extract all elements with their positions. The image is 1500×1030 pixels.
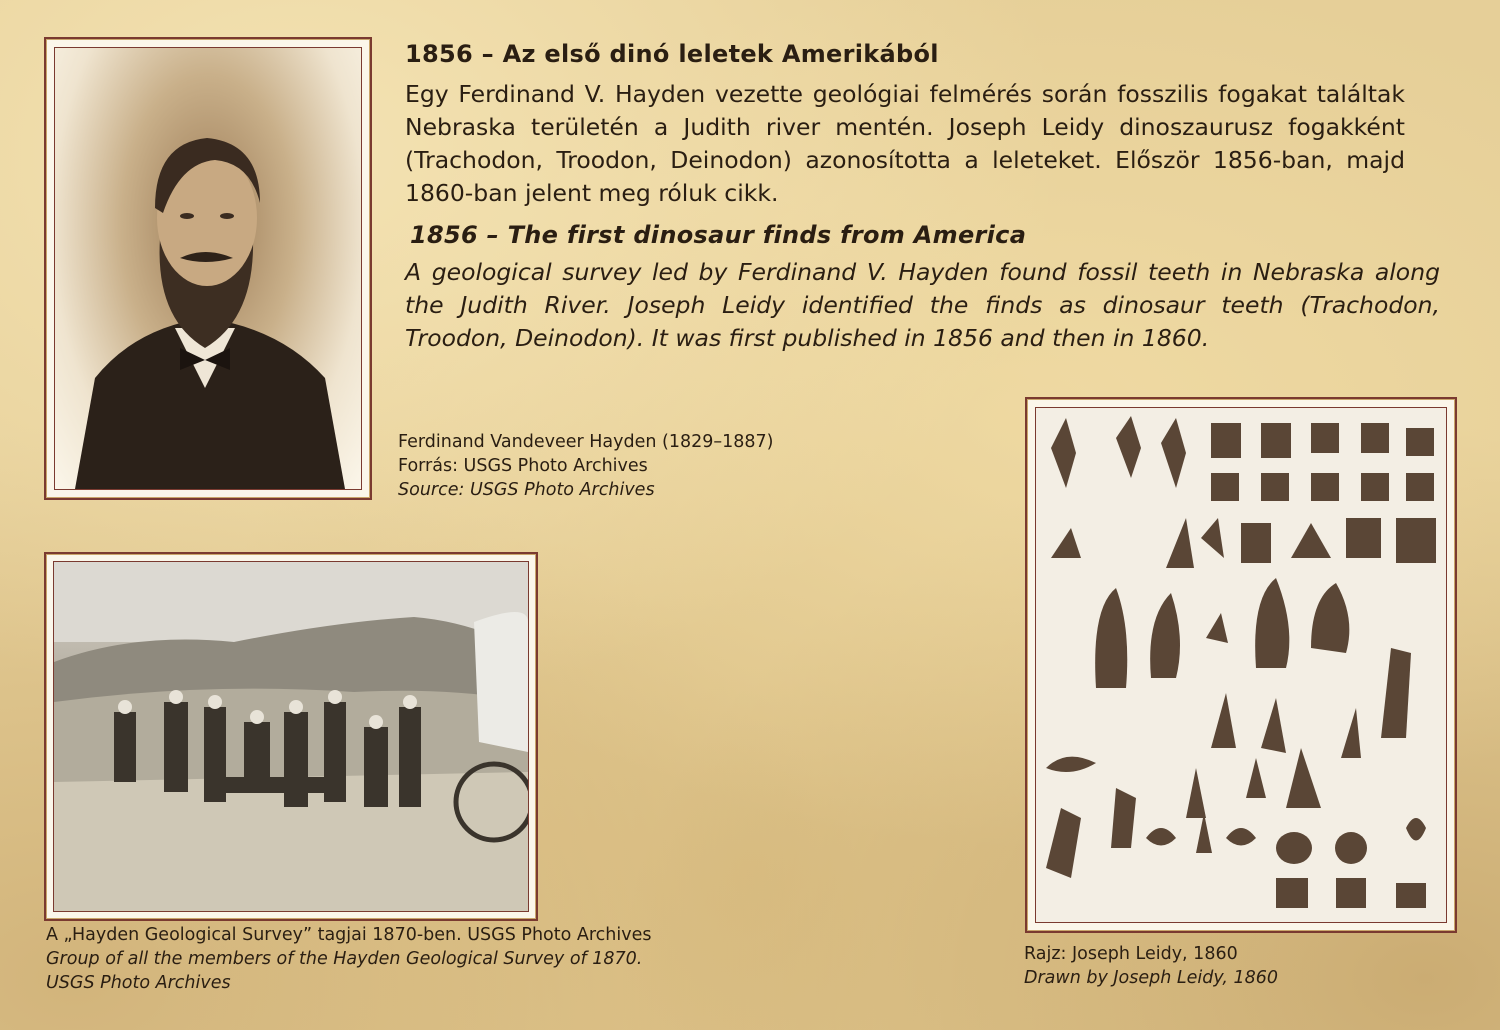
hungarian-heading: 1856 – Az első dinó leletek Amerikából [405,40,939,68]
survey-illustration [54,562,528,911]
survey-caption [46,923,651,995]
portrait-image [54,47,362,490]
teeth-illustration [1036,408,1446,922]
portrait-caption-source-en: Source: USGS Photo Archives [398,480,655,500]
portrait-illustration [55,48,361,489]
survey-caption-en: Group of all the members of the Hayden Geological Survey of 1870. [46,949,643,969]
portrait-caption-source-hu: Forrás: USGS Photo Archives [398,456,648,476]
hayden-portrait-photo [44,37,372,500]
teeth-caption-hu: Rajz: Joseph Leidy, 1860 [1024,944,1238,964]
portrait-caption [398,430,774,502]
portrait-caption-name: Ferdinand Vandeveer Hayden (1829–1887) [398,432,774,452]
survey-caption-source: USGS Photo Archives [46,973,231,993]
english-paragraph: A geological survey led by Ferdinand V. Hayden found fossil teeth in Nebraska along the Judith River. Joseph Leidy identified the finds as dinosaur teeth (Trachodon, Troodon, Deinodon). It was first published in 1856 and then in 1860. [405,258,1440,352]
hungarian-paragraph: Egy Ferdinand V. Hayden vezette geológiai felmérés során fosszilis fogakat találtak Nebraska területén a Judith river mentén. Joseph Leidy dinoszaurusz fogakként (Trachodon, Troodon, Deinodon) azonosította a leleteket. Először 1856-ban, majd 1860-ban jelent meg róluk cikk. [405,80,1405,207]
survey-group-photo [44,552,538,921]
teeth-caption-en: Drawn by Joseph Leidy, 1860 [1024,968,1279,988]
teeth-image [1035,407,1447,923]
survey-image [53,561,529,912]
teeth-caption [1024,942,1278,990]
english-heading: 1856 – The first dinosaur finds from America [410,221,1027,249]
survey-caption-hu: A „Hayden Geological Survey” tagjai 1870-ben. USGS Photo Archives [46,925,652,945]
teeth-drawing-plate [1025,397,1457,933]
